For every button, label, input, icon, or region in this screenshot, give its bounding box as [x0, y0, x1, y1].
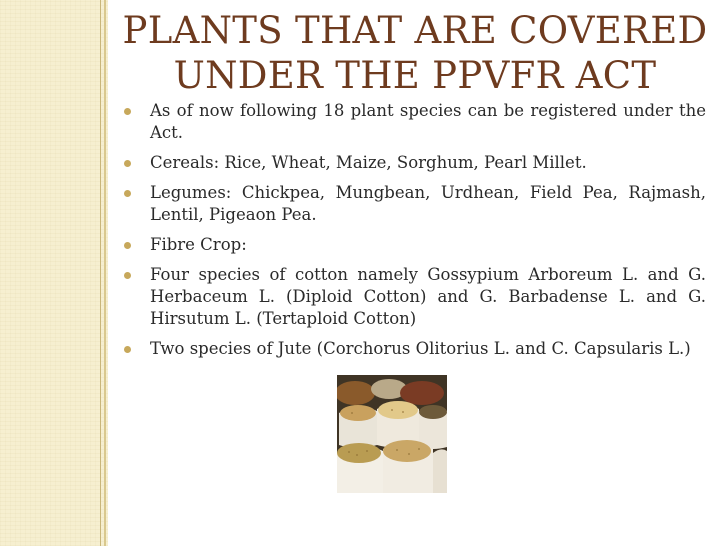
bullet-text: Fibre Crop: [150, 235, 247, 254]
slide-title-line-2: UNDER THE PPVFR ACT [173, 54, 657, 97]
bullet-item [122, 182, 706, 226]
slide-title-line-1: PLANTS THAT ARE COVERED [122, 9, 708, 52]
bullet-icon [124, 190, 131, 197]
bullet-icon [124, 242, 131, 249]
bullet-item [122, 264, 706, 330]
bullet-item [122, 152, 706, 174]
sidebar-rule [104, 0, 106, 546]
bullet-icon [124, 272, 131, 279]
bullet-text: As of now following 18 plant species can be registered under the Act. [150, 101, 706, 142]
bullet-text: Legumes: Chickpea, Mungbean, Urdhean, Field Pea, Rajmash, Lentil, Pigeaon Pea. [150, 183, 706, 224]
bullet-icon [124, 108, 131, 115]
grain-sacks-photo [337, 375, 447, 493]
bullet-item [122, 100, 706, 144]
sidebar-rule [100, 0, 101, 546]
bullet-text: Four species of cotton namely Gossypium Arboreum L. and G. Herbaceum L. (Diploid Cotton) and G. Barbadense L. and G. Hirsutum L. (Tertaploid Cotton) [150, 265, 706, 328]
bullet-item [122, 234, 706, 256]
decorative-sidebar [0, 0, 108, 546]
bullet-list [122, 100, 706, 368]
bullet-text: Two species of Jute (Corchorus Olitorius L. and C. Capsularis L.) [150, 339, 691, 358]
slide-title [112, 8, 718, 98]
bullet-icon [124, 160, 131, 167]
bullet-icon [124, 346, 131, 353]
bullet-item [122, 338, 706, 360]
bullet-text: Cereals: Rice, Wheat, Maize, Sorghum, Pearl Millet. [150, 153, 587, 172]
